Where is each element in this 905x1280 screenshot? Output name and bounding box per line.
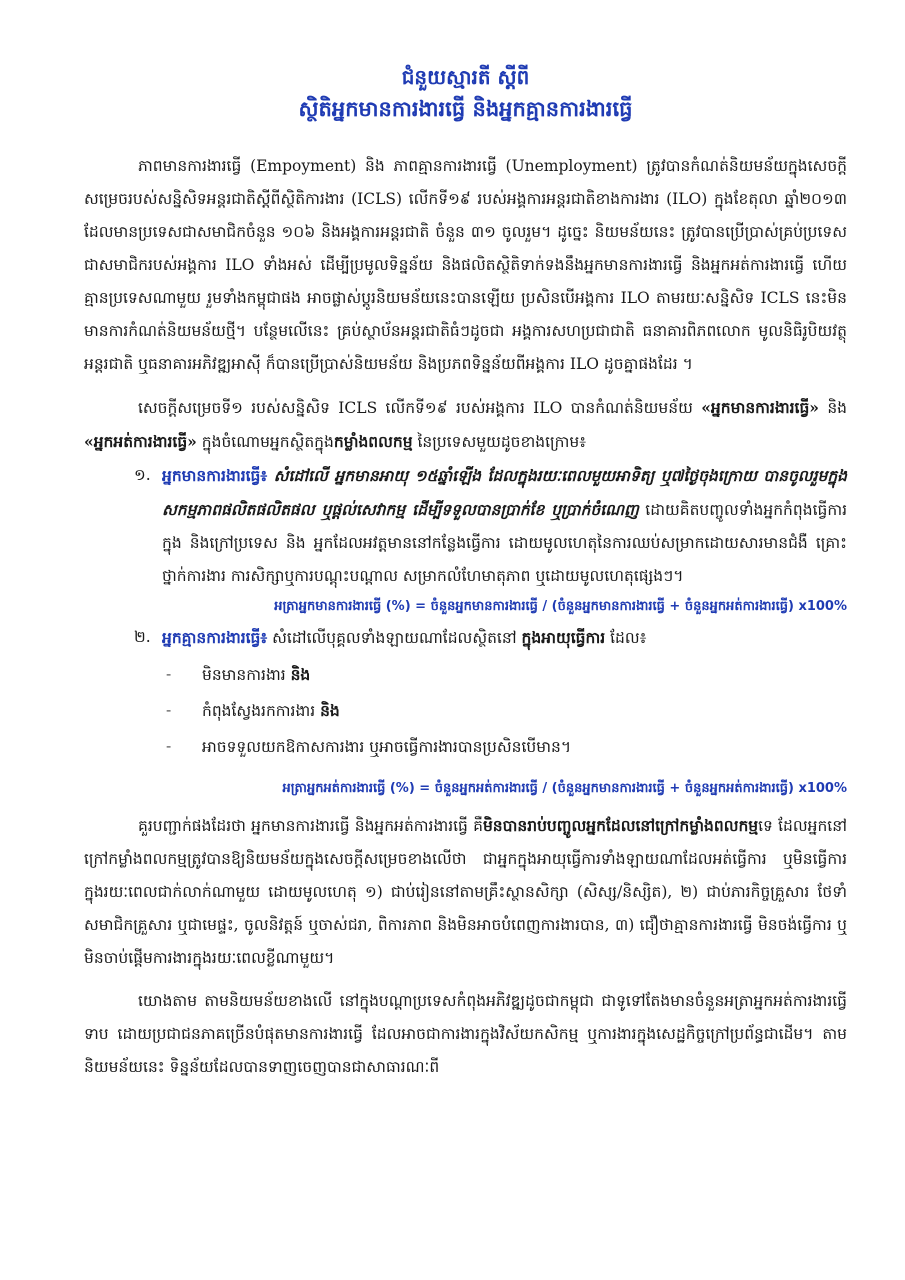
para2-text-c: និង bbox=[818, 399, 847, 417]
title-line-1: ជំនួយស្មារតី ស្តីពី bbox=[401, 65, 530, 89]
list-item bbox=[162, 657, 847, 693]
definition-number-1: ១. bbox=[134, 466, 151, 484]
unemployed-criteria-list bbox=[84, 657, 847, 765]
formula-unemployment-rate: អត្រាអ្នកអត់ការងារធ្វើ (%) = ចំនួនអ្នកអត់ការងារធ្វើ / (ចំនួនអ្នកមានការងារធ្វើ + ចំនួនអ្នកអត់ការងារធ្វើ) x100% bbox=[282, 781, 847, 796]
paragraph-developing-countries: យោងតាម តាមនិយមន័យខាងលើ នៅក្នុងបណ្តាប្រទេសកំពុងអភិវឌ្ឍដូចជាកម្ពុជា ជាទូទៅតែងមានចំនួនអត្រាអ្នកអត់ការងារធ្វើទាប ដោយប្រជាជនភាគច្រើនបំផុតមានការងារធ្វើ ដែលអាចជាការងារក្នុងវិស័យកសិកម្ម ឬការងារក្នុងសេដ្ឋកិច្ចក្រៅប្រព័ន្ធជាដើម។ តាមនិយមន័យនេះ ទិន្នន័យដែលបានទាញចេញបានជាសាធារណៈពី bbox=[84, 992, 847, 1076]
para2-text-e: ក្នុងចំណោមអ្នកស្ថិតក្នុង bbox=[196, 433, 334, 451]
list-item bbox=[162, 693, 847, 729]
definition-employed bbox=[84, 459, 847, 593]
definition-term-unemployed: អ្នកគ្មានការងារធ្វើ៖ bbox=[162, 628, 268, 647]
term-labour-force: កម្លាំងពលកម្ម bbox=[333, 432, 413, 451]
definition-term-employed: អ្នកមានការងារធ្វើ៖ bbox=[162, 466, 268, 485]
paragraph-intro: ភាពមានការងារធ្វើ (Empoyment) និង ភាពគ្មានការងារធ្វើ (Unemployment) ត្រូវបានកំណត់និយមន័យក្នុងសេចក្តីសម្រេចរបស់សន្និសិទអន្តរជាតិស្តីពីស្ថិតិការងារ (ICLS) លើកទី១៩ របស់អង្គការអន្តរជាតិខាងការងារ (ILO) ក្នុងខែតុលា ឆ្នាំ២០១៣ ដែលមានប្រទេសជាសមាជិកចំនួន ១០៦ និងអង្គការអន្តរជាតិ ចំនួន ៣១ ចូលរួម។ ដូច្នេះ និយមន័យនេះ ត្រូវបានប្រើប្រាស់គ្រប់ប្រទេសជាសមាជិករបស់អង្គការ ILO ទាំងអស់ ដើម្បីប្រមូលទិន្នន័យ និងផលិតស្ថិតិទាក់ទងនឹងអ្នកមានការងារធ្វើ និងអ្នកអត់ការងារធ្វើ ហើយគ្មានប្រទេសណាមួយ រួមទាំងកម្ពុជាផង អាចផ្លាស់ប្តូរនិយមន័យនេះបានឡើយ ប្រសិនបើអង្គការ ILO តាមរយៈសន្និសិទ ICLS នេះមិនមានការកំណត់និយមន័យថ្មី។ បន្ថែមលើនេះ គ្រប់ស្ថាប័នអន្តរជាតិធំៗដូចជា អង្គការសហប្រជាជាតិ ធនាគារពិភពលោក មូលនិធិរូបិយវត្ថុអន្តរជាតិ ឬធនាគារអភិវឌ្ឍអាស៊ី ក៏បានប្រើប្រាស់និយមន័យ និងប្រភពទិន្នន័យពីអង្គការ ILO ដូចគ្នាផងដែរ ។ bbox=[84, 157, 847, 373]
term-employed: «អ្នកមានការងារធ្វើ» bbox=[701, 398, 819, 417]
definition-employed-italic: សំដៅលើ អ្នកមានអាយុ ១៥ឆ្នាំឡើង ដែលក្នុងរយៈពេលមួយអាទិត្យ ឬ៧ថ្ងៃចុងក្រោយ បានចូលរួមក្នុងសកម្មភាពផលិតផលិតផល ឬផ្តល់សេវាកម្ម ដើម្បីទទួលបានប្រាក់ខែ ឬប្រាក់ចំណេញ bbox=[162, 466, 847, 519]
para3-text-c: ទេ ដែលអ្នកនៅក្រៅកម្លាំងពលកម្មត្រូវបានឱ្យនិយមន័យក្នុងសេចក្តីសម្រេចខាងលើថា ជាអ្នកក្នុងអាយុធ្វើការទាំងឡាយណាដែលអត់ធ្វើការ ឬមិនធ្វើការក្នុងរយៈពេលជាក់លាក់ណាមួយ ដោយមូលហេតុ ១) ជាប់រៀននៅតាមគ្រឹះស្ថានសិក្សា (សិស្ស/និស្សិត), ២) ជាប់ភារកិច្ចគ្រួសារ ថែទាំសមាជិកគ្រួសារ ឬជាមេផ្ទះ, ចូលនិវត្តន៍ ឬចាស់ជរា, ពិការភាព និងមិនអាចបំពេញការងារបាន, ៣) ជឿថាគ្មានការងារធ្វើ មិនចង់ធ្វើការ ឬមិនចាប់ផ្តើមការងារក្នុងរយៈពេលខ្លីណាមួយ។ bbox=[84, 817, 847, 967]
paragraph-definitions-intro bbox=[84, 391, 847, 459]
title-line-2: ស្ថិតិអ្នកមានការងារធ្វើ និងអ្នកគ្មានការងារធ្វើ bbox=[298, 97, 633, 121]
definition-unemployed bbox=[84, 621, 847, 655]
para2-text-a: សេចក្តីសម្រេចទី១ របស់សន្និសិទ ICLS លើកទី១៩ របស់អង្គការ ILO បានកំណត់និយមន័យ bbox=[138, 399, 702, 417]
paragraph-outside-labour-force bbox=[84, 809, 847, 975]
list-item-bold: និង bbox=[320, 701, 340, 720]
para3-text-a: គួរបញ្ជាក់ផងដែរថា អ្នកមានការងារធ្វើ និងអ្នកអត់ការងារធ្វើ គឺ bbox=[138, 817, 483, 835]
list-item bbox=[162, 729, 847, 765]
definition-employed-rest: ដោយគិតបញ្ចូលទាំងអ្នកកំពុងធ្វើការក្នុង និងក្រៅប្រទេស និង អ្នកដែលអវត្តមាននៅកន្លែងធ្វើការ ដោយមូលហេតុនៃការឈប់សម្រាកដោយសារមានជំងឺ គ្រោះថ្នាក់ការងារ ការសិក្សាឬការបណ្តុះបណ្តាល សម្រាកលំហែមាតុភាព ឬដោយមូលហេតុផ្សេងៗ។ bbox=[162, 501, 848, 585]
para3-bold: មិនបានរាប់បញ្ចូលអ្នកដែលនៅក្រៅកម្លាំងពលកម្ម bbox=[482, 816, 759, 835]
list-item-text: កំពុងស្វែងរកការងារ bbox=[202, 702, 321, 720]
definition-number-2: ២. bbox=[134, 628, 151, 646]
list-item-bold: និង bbox=[290, 665, 311, 684]
term-unemployed: «អ្នកអត់ការងារធ្វើ» bbox=[84, 432, 197, 451]
definition-working-age: ក្នុងអាយុធ្វើការ bbox=[521, 628, 606, 647]
definition-unemployed-text-a: សំដៅលើបុគ្គលទាំងឡាយណាដែលស្ថិតនៅ bbox=[267, 629, 522, 647]
list-item-text: អាចទទួលយកឱកាសការងារ ឬអាចធ្វើការងារបានប្រសិនបើមាន។ bbox=[202, 738, 572, 756]
formula-employment-rate: អត្រាអ្នកមានការងារធ្វើ (%) = ចំនួនអ្នកមានការងារធ្វើ / (ចំនួនអ្នកមានការងារធ្វើ + ចំនួនអ្នកអត់ការងារធ្វើ) x100% bbox=[274, 599, 847, 614]
definition-unemployed-text-c: ដែល៖ bbox=[605, 629, 647, 647]
list-item-text: មិនមានការងារ bbox=[202, 666, 291, 684]
para2-text-g: នៃប្រទេសមួយដូចខាងក្រោម៖ bbox=[412, 433, 587, 451]
